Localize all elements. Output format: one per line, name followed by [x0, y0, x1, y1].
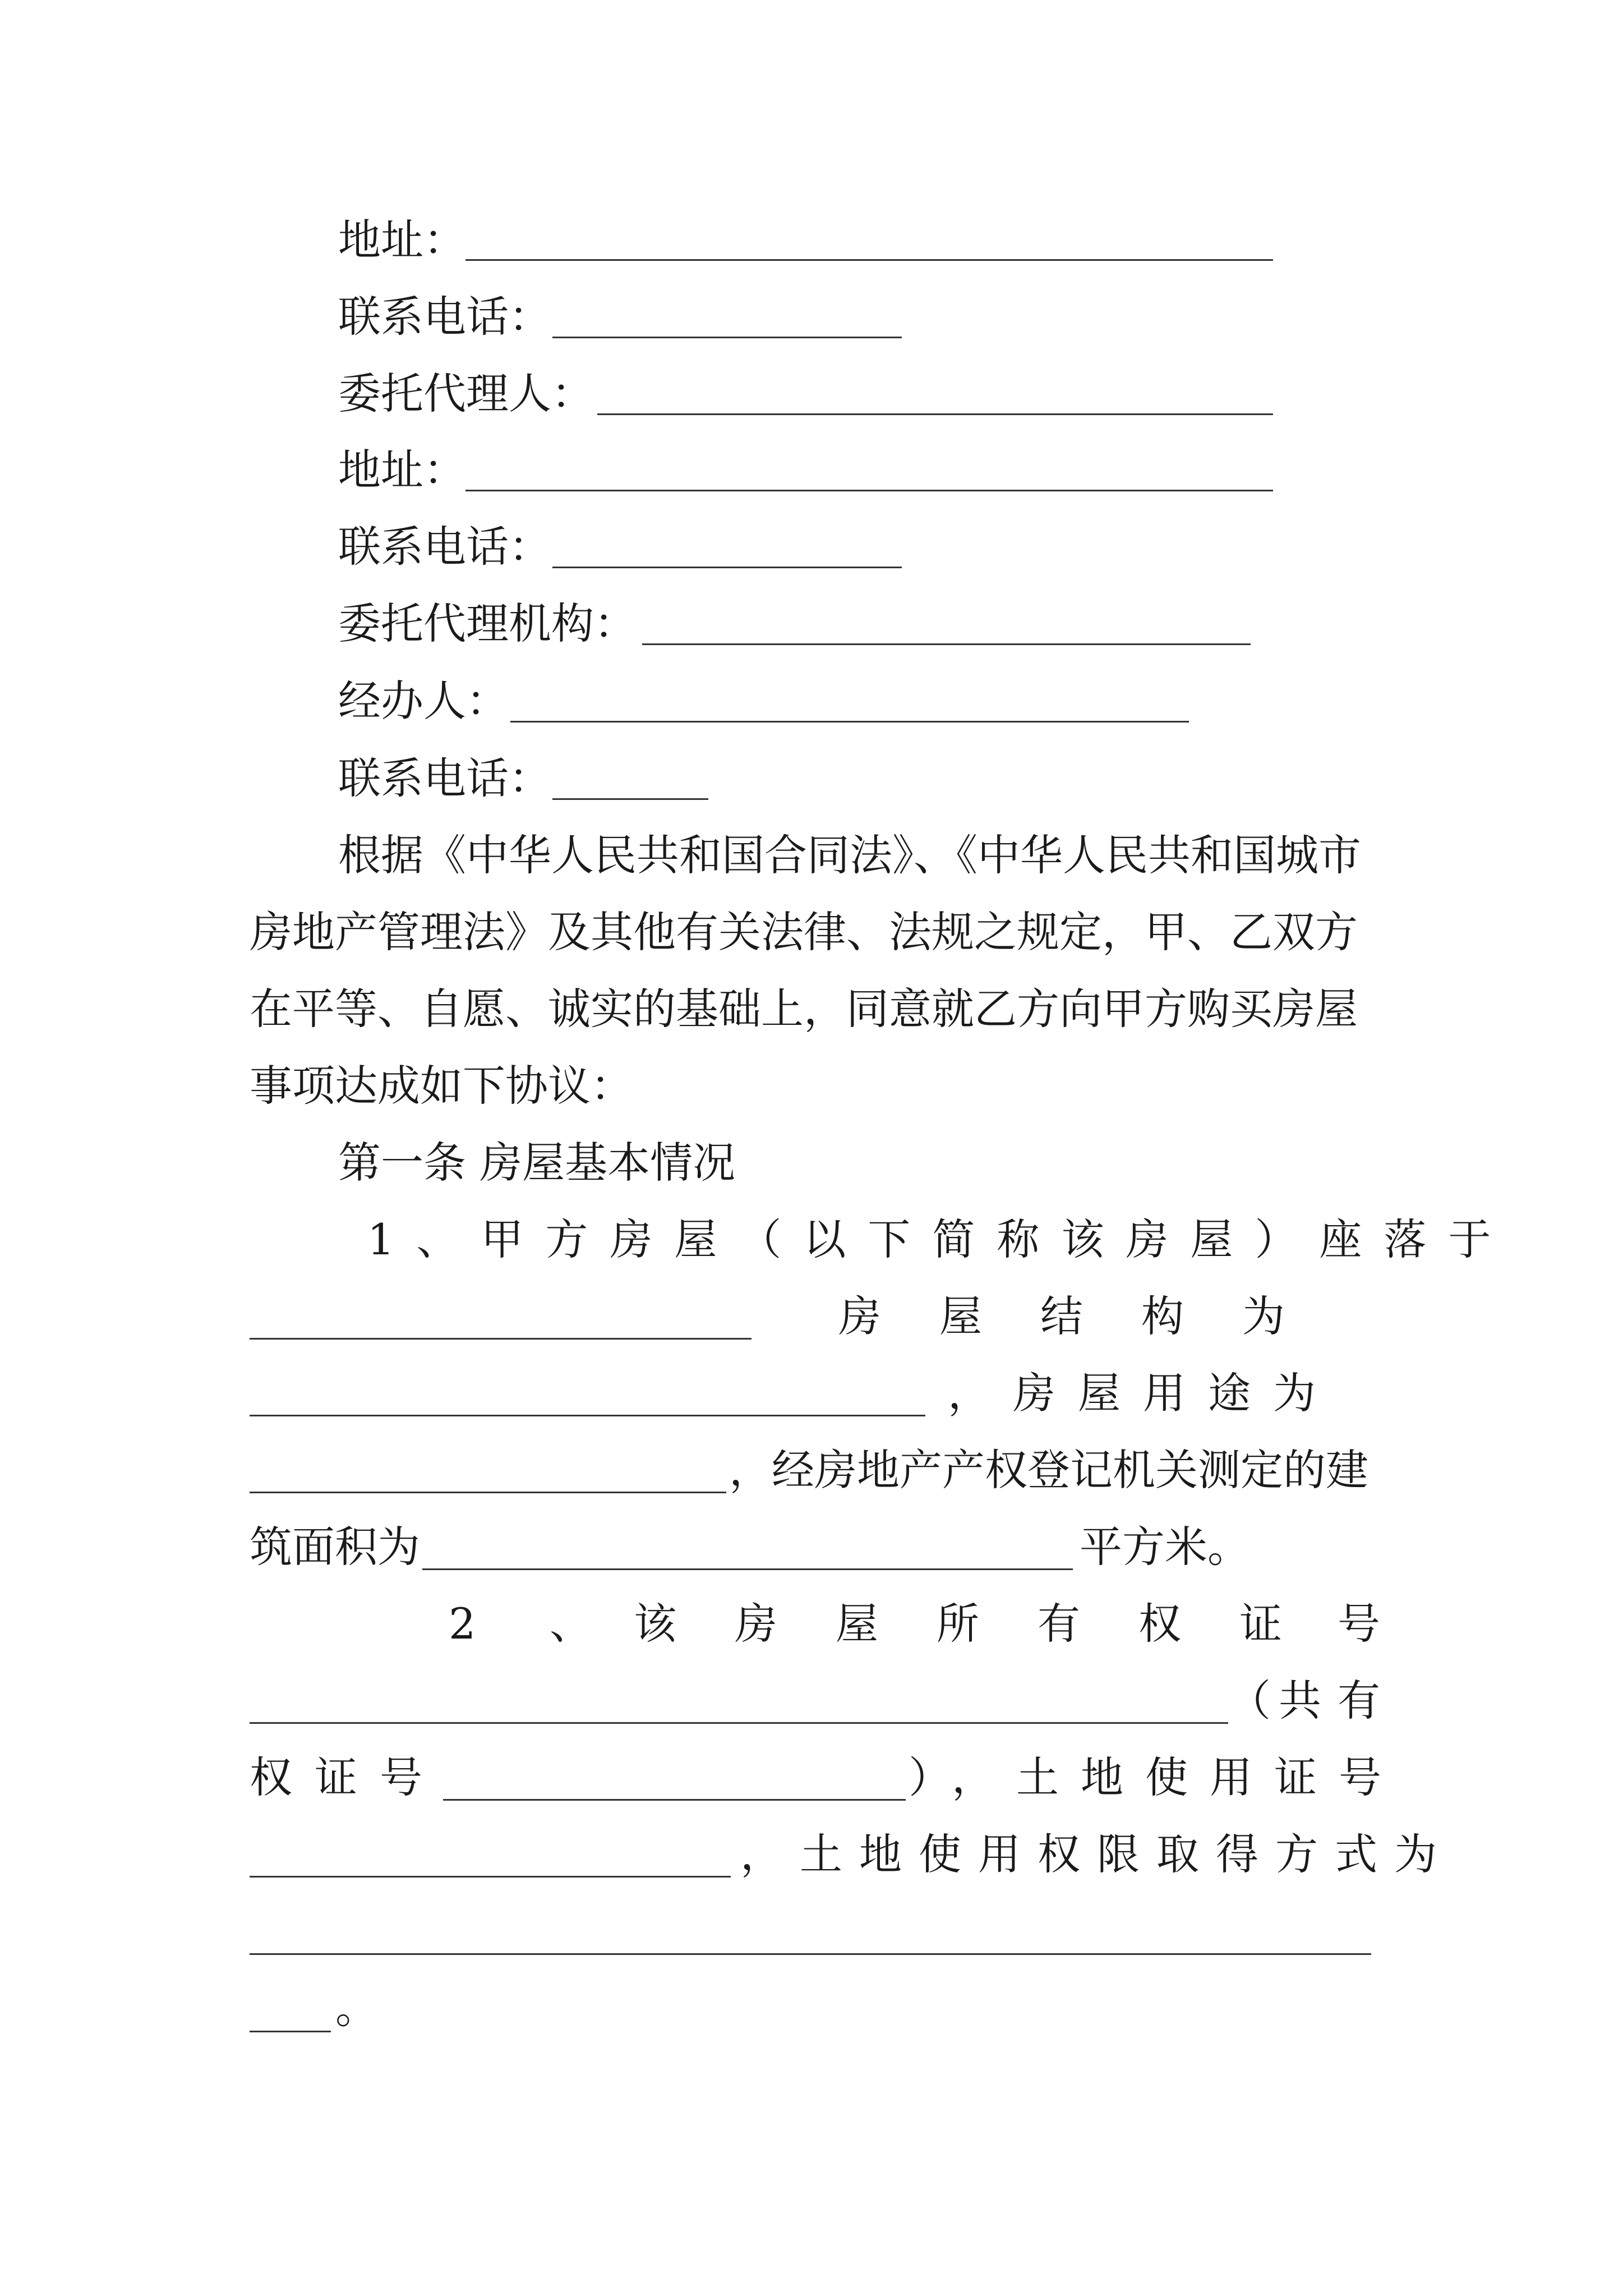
structure-word-5: 为: [1242, 1291, 1285, 1341]
phone-label-2: 联系电话：: [338, 522, 551, 572]
clause-2-word-10: 号: [1338, 1599, 1380, 1649]
structure-word-2: 屋: [939, 1291, 982, 1341]
agency-label: 委托代理机构：: [338, 599, 637, 648]
clause-2-word-5: 屋: [836, 1599, 878, 1649]
clause-2-word-8: 权: [1138, 1599, 1181, 1649]
preamble-line-4: 事项达成如下协议：: [250, 1061, 633, 1111]
preamble-line-1: 根据《中华人民共和国合同法》、《中华人民共和国城市: [338, 830, 1361, 880]
land-mode-blank-cont[interactable]: [250, 2031, 331, 2032]
co-owner-word-2: 共: [1279, 1676, 1321, 1726]
agent-blank[interactable]: [597, 413, 1273, 415]
co-owner-word-3: 有: [1338, 1676, 1380, 1726]
clause-2-word-3: 该: [634, 1599, 676, 1649]
phone-label-1: 联系电话：: [338, 292, 551, 342]
usage-text: ，房屋用途为: [948, 1368, 1338, 1418]
area-suffix: 平方米。: [1080, 1522, 1250, 1572]
preamble-line-2: 房地产管理法》及其他有关法律、法规之规定，甲、乙双方: [250, 907, 1358, 957]
land-mode-text: ，土地使用权限取得方式为: [740, 1829, 1454, 1879]
land-cert-blank[interactable]: [250, 1876, 731, 1878]
clause-1-line-1: 1、甲方房屋（以下简称该房屋）座落于: [367, 1214, 1513, 1264]
area-prefix: 筑面积为: [250, 1522, 420, 1572]
structure-word-3: 结: [1040, 1291, 1083, 1341]
address-blank-2[interactable]: [465, 490, 1273, 491]
phone-blank-3[interactable]: [552, 798, 708, 800]
land-mode-blank[interactable]: [250, 1953, 1371, 1955]
phone-blank-1[interactable]: [552, 337, 902, 338]
handler-blank[interactable]: [510, 721, 1189, 723]
preamble-line-3: 在平等、自愿、诚实的基础上，同意就乙方向甲方购买房屋: [250, 984, 1358, 1034]
clause-2-word-4: 房: [735, 1599, 777, 1649]
area-blank[interactable]: [422, 1568, 1073, 1570]
clause-2-word-2: 、: [550, 1599, 592, 1649]
clause-2-word-9: 证: [1239, 1599, 1282, 1649]
co-owner-cert-blank[interactable]: [443, 1799, 906, 1801]
clause-2-ending: 。: [335, 1983, 378, 2033]
ownership-cert-blank[interactable]: [250, 1722, 1228, 1724]
co-owner-prefix: 权证号: [250, 1752, 445, 1802]
handler-label: 经办人：: [338, 676, 509, 726]
land-cert-text: ），土地使用证号: [909, 1752, 1403, 1802]
address-label-1: 地址：: [338, 215, 466, 265]
area-text: ，经房地产产权登记机关测定的建: [729, 1445, 1368, 1495]
clause-2-word-1: 2: [449, 1599, 476, 1649]
article-1-title: 第一条 房屋基本情况: [338, 1138, 736, 1188]
agency-blank[interactable]: [642, 643, 1251, 645]
phone-blank-2[interactable]: [552, 567, 902, 568]
address-blank-1[interactable]: [465, 259, 1273, 261]
co-owner-word-1: （: [1228, 1676, 1271, 1726]
address-label-2: 地址：: [338, 445, 466, 495]
clause-2-word-7: 有: [1038, 1599, 1080, 1649]
agent-label: 委托代理人：: [338, 369, 594, 418]
location-blank[interactable]: [250, 1338, 751, 1340]
structure-word-4: 构: [1141, 1291, 1184, 1341]
phone-label-3: 联系电话：: [338, 753, 551, 803]
clause-2-word-6: 所: [937, 1599, 979, 1649]
structure-blank[interactable]: [250, 1415, 925, 1416]
usage-blank[interactable]: [250, 1492, 726, 1493]
structure-word-1: 房: [838, 1291, 881, 1341]
